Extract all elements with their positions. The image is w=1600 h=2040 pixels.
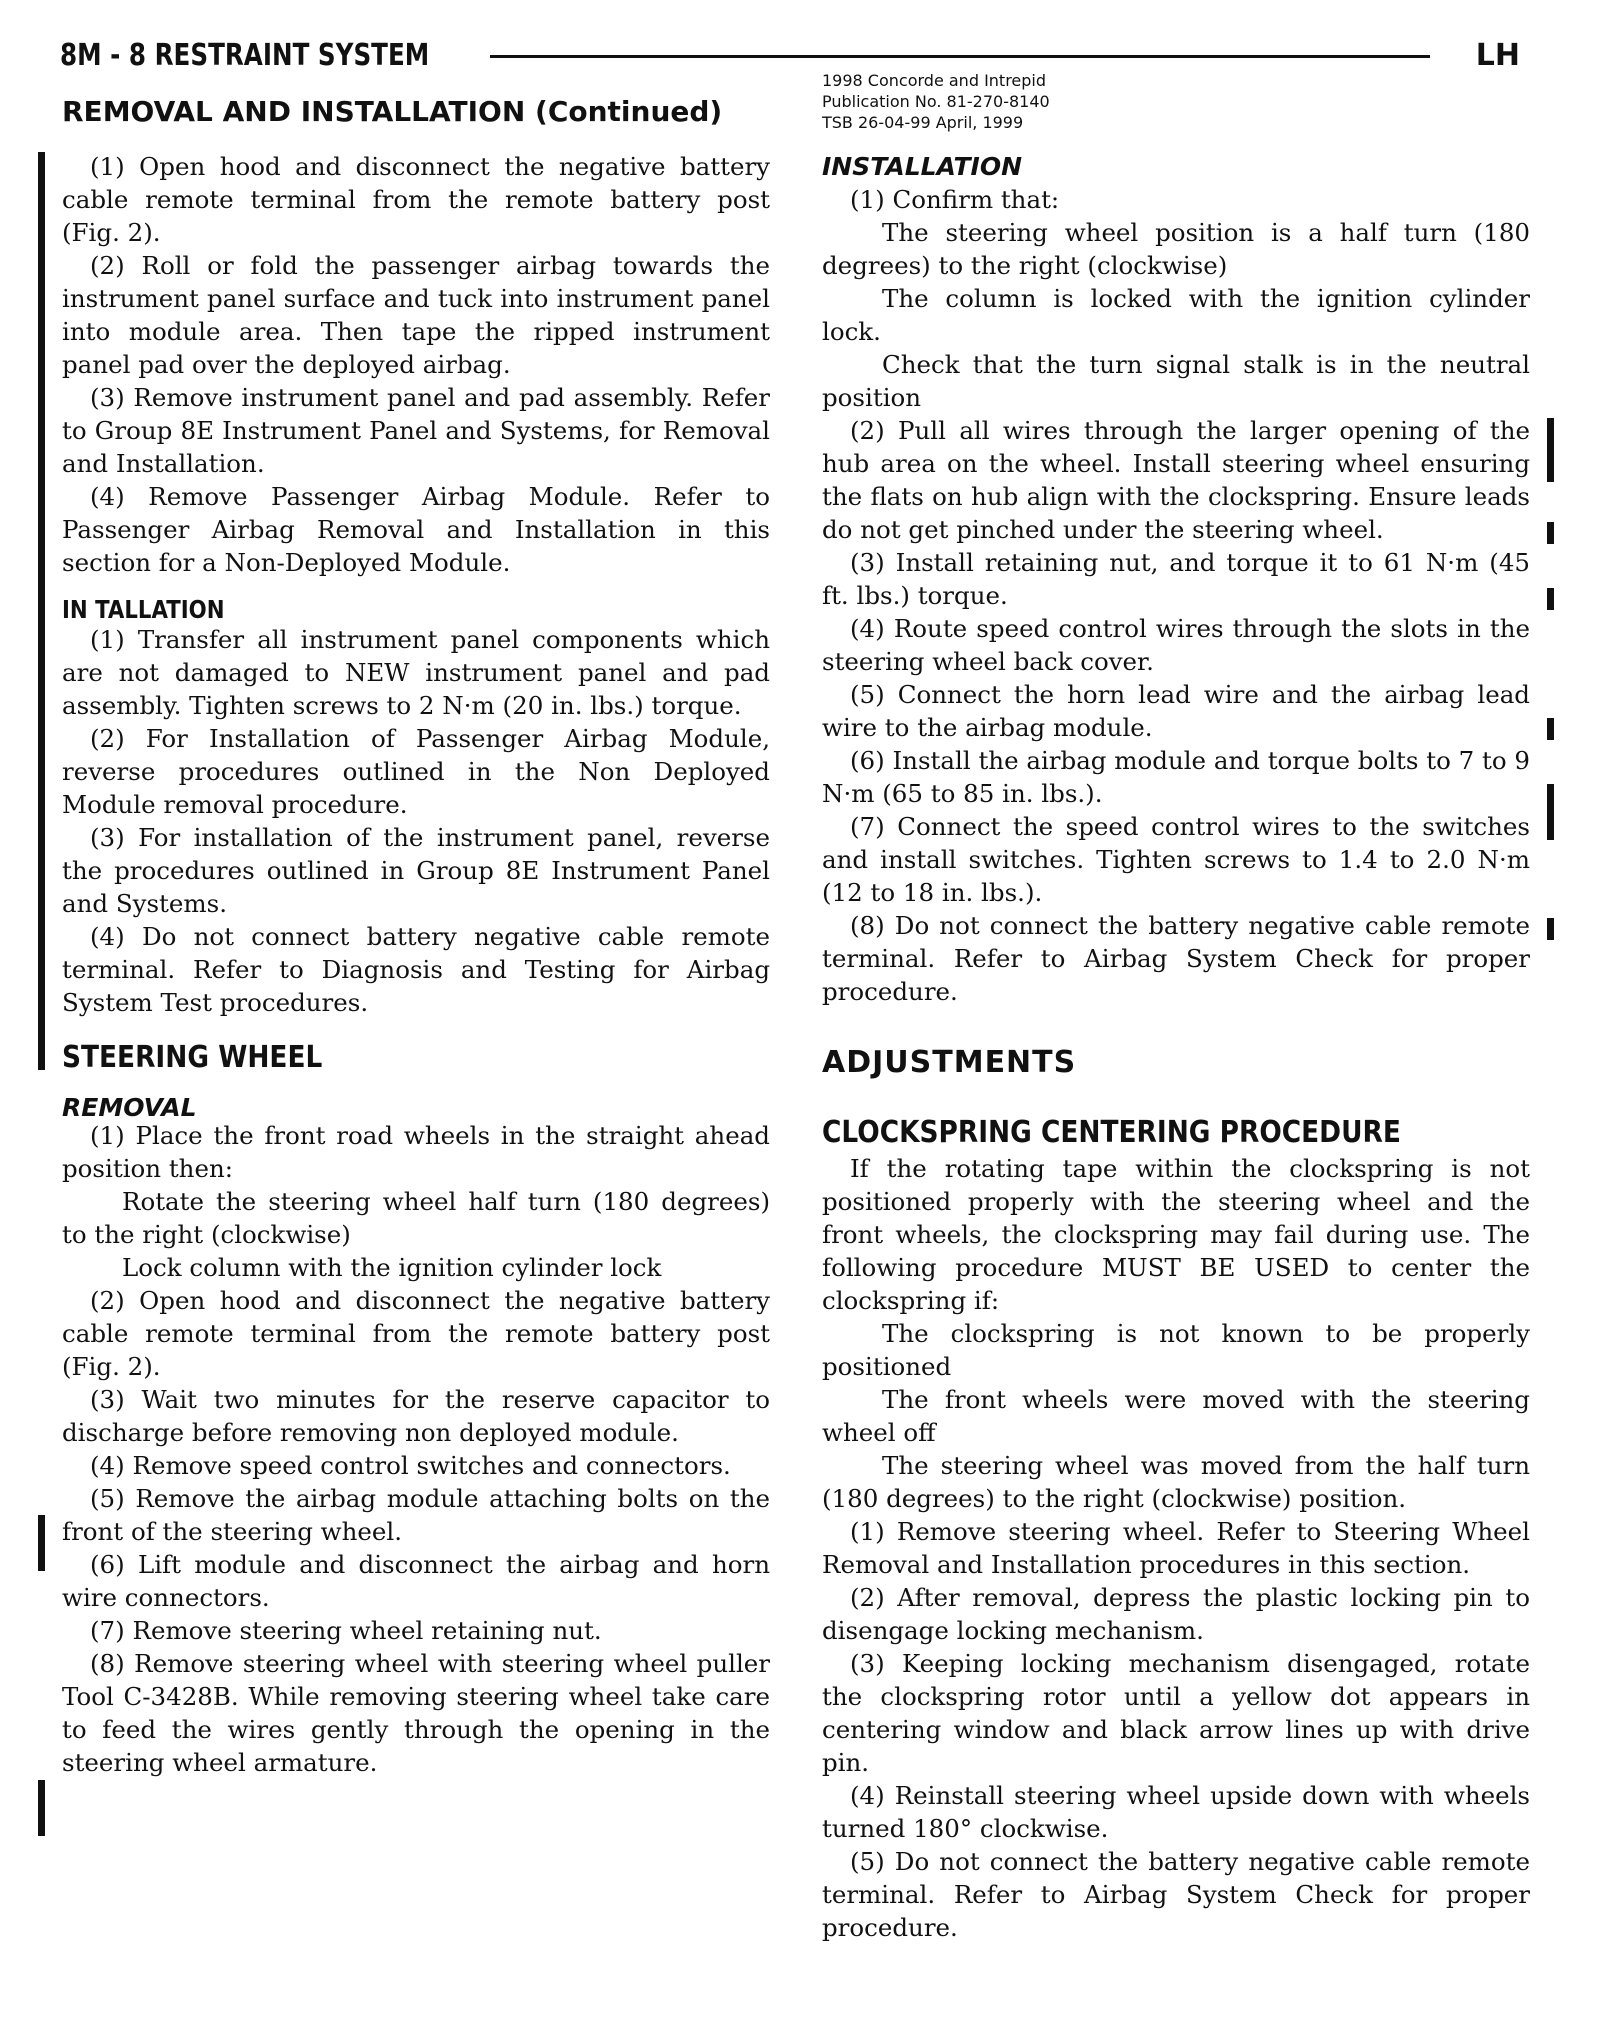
paragraph: Lock column with the ignition cylinder lock xyxy=(122,1253,662,1282)
section-label: 8M - 8 RESTRAINT SYSTEM xyxy=(60,38,430,73)
paragraph: (2) Pull all wires through the larger opening of the hub area on the wheel. Install steering wheel ensuring the flats on hub align with the clockspring. Ensure leads do not get pinched under the steering wheel. xyxy=(822,416,1530,544)
paragraph: (5) Connect the horn lead wire and the airbag lead wire to the airbag module. xyxy=(822,680,1530,742)
right-column xyxy=(822,150,1530,1944)
removal-heading: REMOVAL xyxy=(62,1093,197,1122)
page-header xyxy=(60,38,1520,74)
section-heading: STEERING WHEEL xyxy=(62,1040,323,1075)
paragraph: (3) For installation of the instrument panel, reverse the procedures outlined in Group 8E Instrument Panel and Systems. xyxy=(62,823,770,918)
revision-bar xyxy=(1547,588,1554,610)
adjustments-heading: ADJUSTMENTS xyxy=(822,1045,1077,1080)
paragraph: (1) Transfer all instrument panel components which are not damaged to NEW instrument panel and pad assembly. Tighten screws to 2 N·m (20 in. lbs.) torque. xyxy=(62,625,770,720)
revision-bar xyxy=(38,1780,45,1836)
continued-title: REMOVAL AND INSTALLATION (Continued) xyxy=(62,95,723,128)
paragraph: (3) Keeping locking mechanism disengaged, rotate the clockspring rotor until a yellow dot appears in centering window and black arrow lines up with drive pin. xyxy=(822,1649,1530,1777)
pub-line-3: TSB 26-04-99 April, 1999 xyxy=(822,113,1024,132)
paragraph: (6) Install the airbag module and torque bolts to 7 to 9 N·m (65 to 85 in. lbs.). xyxy=(822,746,1530,808)
paragraph: (3) Remove instrument panel and pad assembly. Refer to Group 8E Instrument Panel and Systems, for Removal and Installation. xyxy=(62,383,770,478)
paragraph: (1) Confirm that: xyxy=(850,185,1060,214)
revision-bar xyxy=(1547,918,1554,940)
revision-bar xyxy=(1547,418,1554,482)
paragraph: The clockspring is not known to be properly positioned xyxy=(822,1319,1530,1381)
clockspring-heading: CLOCKSPRING CENTERING PROCEDURE xyxy=(822,1115,1401,1150)
paragraph: Check that the turn signal stalk is in the neutral position xyxy=(822,350,1530,412)
paragraph: (2) For Installation of Passenger Airbag Module, reverse procedures outlined in the Non Deployed Module removal procedure. xyxy=(62,724,770,819)
left-column xyxy=(62,150,770,1779)
paragraph: (5) Remove the airbag module attaching bolts on the front of the steering wheel. xyxy=(62,1484,770,1546)
paragraph: The steering wheel was moved from the half turn (180 degrees) to the right (clockwise) position. xyxy=(822,1451,1530,1513)
paragraph: The steering wheel position is a half turn (180 degrees) to the right (clockwise) xyxy=(822,218,1530,280)
paragraph: (2) After removal, depress the plastic locking pin to disengage locking mechanism. xyxy=(822,1583,1530,1645)
paragraph: (7) Remove steering wheel retaining nut. xyxy=(90,1616,602,1645)
paragraph: If the rotating tape within the clockspring is not positioned properly with the steering wheel and the front wheels, the clockspring may fail during use. The following procedure MUST BE USED to center the clockspring if: xyxy=(822,1154,1530,1315)
paragraph: (3) Wait two minutes for the reserve capacitor to discharge before removing non deployed module. xyxy=(62,1385,770,1447)
pub-line-2: Publication No. 81-270-8140 xyxy=(822,92,1050,111)
revision-bar xyxy=(1547,784,1554,840)
paragraph: The column is locked with the ignition cylinder lock. xyxy=(822,284,1530,346)
revision-bar xyxy=(38,1515,45,1571)
revision-bar xyxy=(1547,718,1554,740)
paragraph: (1) Open hood and disconnect the negative battery cable remote terminal from the remote battery post (Fig. 2). xyxy=(62,152,770,247)
paragraph: (2) Roll or fold the passenger airbag towards the instrument panel surface and tuck into instrument panel into module area. Then tape the ripped instrument panel pad over the deployed airbag. xyxy=(62,251,770,379)
installation-heading: IN TALLATION xyxy=(62,595,225,624)
publication-info xyxy=(822,70,1050,133)
paragraph: (8) Do not connect the battery negative cable remote terminal. Refer to Airbag System Check for proper procedure. xyxy=(822,911,1530,1006)
installation-heading: INSTALLATION xyxy=(822,152,1023,181)
paragraph: Rotate the steering wheel half turn (180 degrees) to the right (clockwise) xyxy=(62,1187,770,1249)
paragraph: (2) Open hood and disconnect the negative battery cable remote terminal from the remote battery post (Fig. 2). xyxy=(62,1286,770,1381)
paragraph: (8) Remove steering wheel with steering wheel puller Tool C-3428B. While removing steering wheel take care to feed the wires gently through the opening in the steering wheel armature. xyxy=(62,1649,770,1777)
paragraph: (1) Remove steering wheel. Refer to Steering Wheel Removal and Installation procedures in this section. xyxy=(822,1517,1530,1579)
header-rule xyxy=(490,55,1430,58)
paragraph: (4) Remove Passenger Airbag Module. Refer to Passenger Airbag Removal and Installation in this section for a Non-Deployed Module. xyxy=(62,482,770,577)
paragraph: (4) Route speed control wires through the slots in the steering wheel back cover. xyxy=(822,614,1530,676)
paragraph: (4) Reinstall steering wheel upside down with wheels turned 180° clockwise. xyxy=(822,1781,1530,1843)
pub-line-1: 1998 Concorde and Intrepid xyxy=(822,71,1047,90)
paragraph: (4) Remove speed control switches and connectors. xyxy=(90,1451,731,1480)
revision-bar xyxy=(1547,522,1554,544)
paragraph: (6) Lift module and disconnect the airbag and horn wire connectors. xyxy=(62,1550,770,1612)
revision-bar xyxy=(38,152,45,1070)
paragraph: (4) Do not connect battery negative cable remote terminal. Refer to Diagnosis and Testing for Airbag System Test procedures. xyxy=(62,922,770,1017)
paragraph: (3) Install retaining nut, and torque it to 61 N·m (45 ft. lbs.) torque. xyxy=(822,548,1530,610)
paragraph: (1) Place the front road wheels in the straight ahead position then: xyxy=(62,1121,770,1183)
side-label: LH xyxy=(1475,38,1520,73)
paragraph: (7) Connect the speed control wires to the switches and install switches. Tighten screws to 1.4 to 2.0 N·m (12 to 18 in. lbs.). xyxy=(822,812,1530,907)
paragraph: The front wheels were moved with the steering wheel off xyxy=(822,1385,1530,1447)
paragraph: (5) Do not connect the battery negative cable remote terminal. Refer to Airbag System Check for proper procedure. xyxy=(822,1847,1530,1942)
